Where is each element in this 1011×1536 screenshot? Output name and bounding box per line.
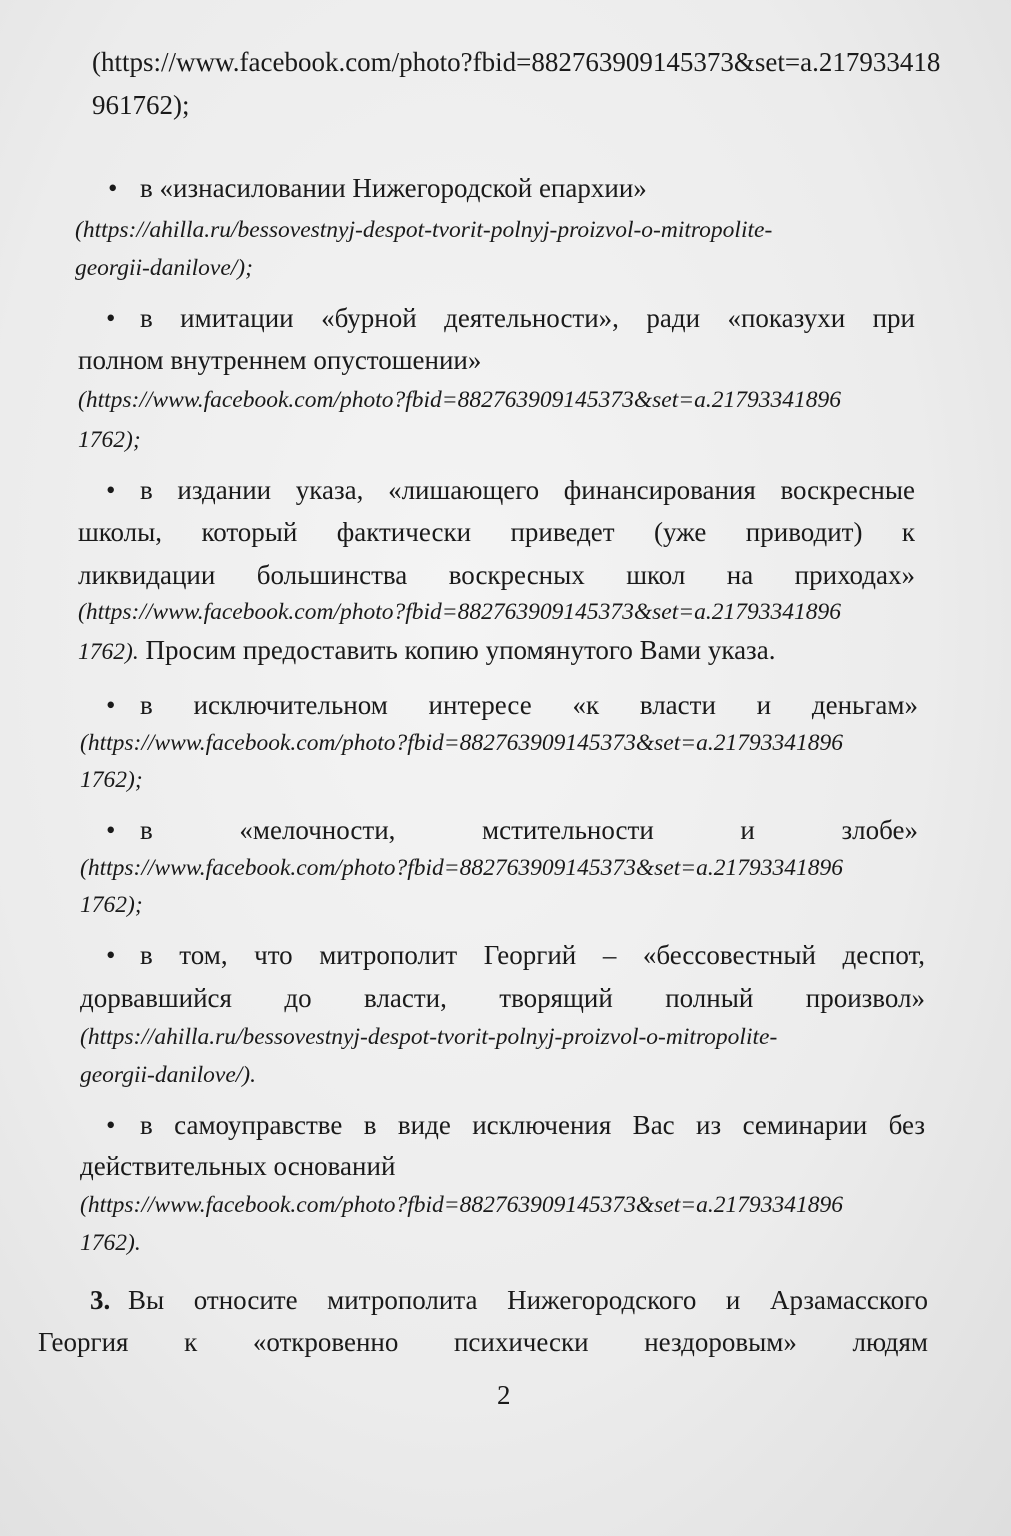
bullet-text: в «мелочности, мстительности и злобе» [140, 815, 918, 845]
body-text: дорвавшийся до власти, творящий полный произвол» [80, 983, 925, 1013]
bullet-icon: • [106, 815, 116, 845]
url-line: 961762); [92, 90, 190, 120]
body-text: полном внутреннем опустошении» [78, 345, 482, 375]
link-text: (https://www.facebook.com/photo?fbid=882763909145373&set=a.21793341896 [80, 730, 844, 756]
request-text: Просим предоставить копию упомянутого Вами указа. [138, 635, 776, 665]
bullet-icon: • [106, 940, 116, 970]
bullet-icon: • [108, 173, 118, 203]
link-text: 1762); [78, 427, 141, 453]
bullet-text: в том, что митрополит Георгий – «бессовестный деспот, [140, 940, 925, 970]
link-text: (https://ahilla.ru/bessovestnyj-despot-tvorit-polnyj-proizvol-o-mitropolite- [80, 1024, 778, 1050]
body-text [78, 631, 775, 669]
link-text: (https://www.facebook.com/photo?fbid=882763909145373&set=a.21793341896 [78, 599, 842, 625]
link-text: georgii-danilove/). [80, 1062, 256, 1088]
bullet-text: в самоуправстве в виде исключения Вас из семинарии без [140, 1110, 925, 1140]
body-text: Вы относите митрополита Нижегородского и Арзамасского [128, 1285, 928, 1315]
link-text: (https://www.facebook.com/photo?fbid=882763909145373&set=a.21793341896 [78, 387, 842, 413]
link-text: (https://ahilla.ru/bessovestnyj-despot-tvorit-polnyj-proizvol-o-mitropolite- [75, 217, 773, 243]
bullet-text: в имитации «бурной деятельности», ради «показухи при [140, 303, 915, 333]
url-line: (https://www.facebook.com/photo?fbid=882763909145373&set=a.217933418 [92, 47, 941, 77]
section-number: 3. [90, 1285, 111, 1315]
bullet-text: в «изнасиловании Нижегородской епархии» [140, 173, 647, 203]
link-text: 1762). [78, 639, 139, 665]
bullet-icon: • [106, 1110, 116, 1140]
link-text: (https://www.facebook.com/photo?fbid=882763909145373&set=a.21793341896 [80, 855, 844, 881]
bullet-icon: • [106, 475, 116, 505]
link-text: 1762). [80, 1230, 141, 1256]
bullet-icon: • [106, 690, 116, 720]
body-text: ликвидации большинства воскресных школ на приходах» [78, 560, 915, 590]
body-text: действительных оснований [80, 1151, 396, 1181]
bullet-text: в исключительном интересе «к власти и деньгам» [140, 690, 918, 720]
body-text: Георгия к «откровенно психически нездоровым» людям [38, 1327, 928, 1357]
page-number: 2 [497, 1380, 511, 1410]
link-text: 1762); [80, 892, 143, 918]
bullet-text: в издании указа, «лишающего финансирования воскресные [140, 475, 915, 505]
link-text: 1762); [80, 767, 143, 793]
link-text: (https://www.facebook.com/photo?fbid=882763909145373&set=a.21793341896 [80, 1192, 844, 1218]
body-text: школы, который фактически приведет (уже приводит) к [78, 517, 915, 547]
link-text: georgii-danilove/); [75, 255, 253, 281]
bullet-icon: • [106, 303, 116, 333]
